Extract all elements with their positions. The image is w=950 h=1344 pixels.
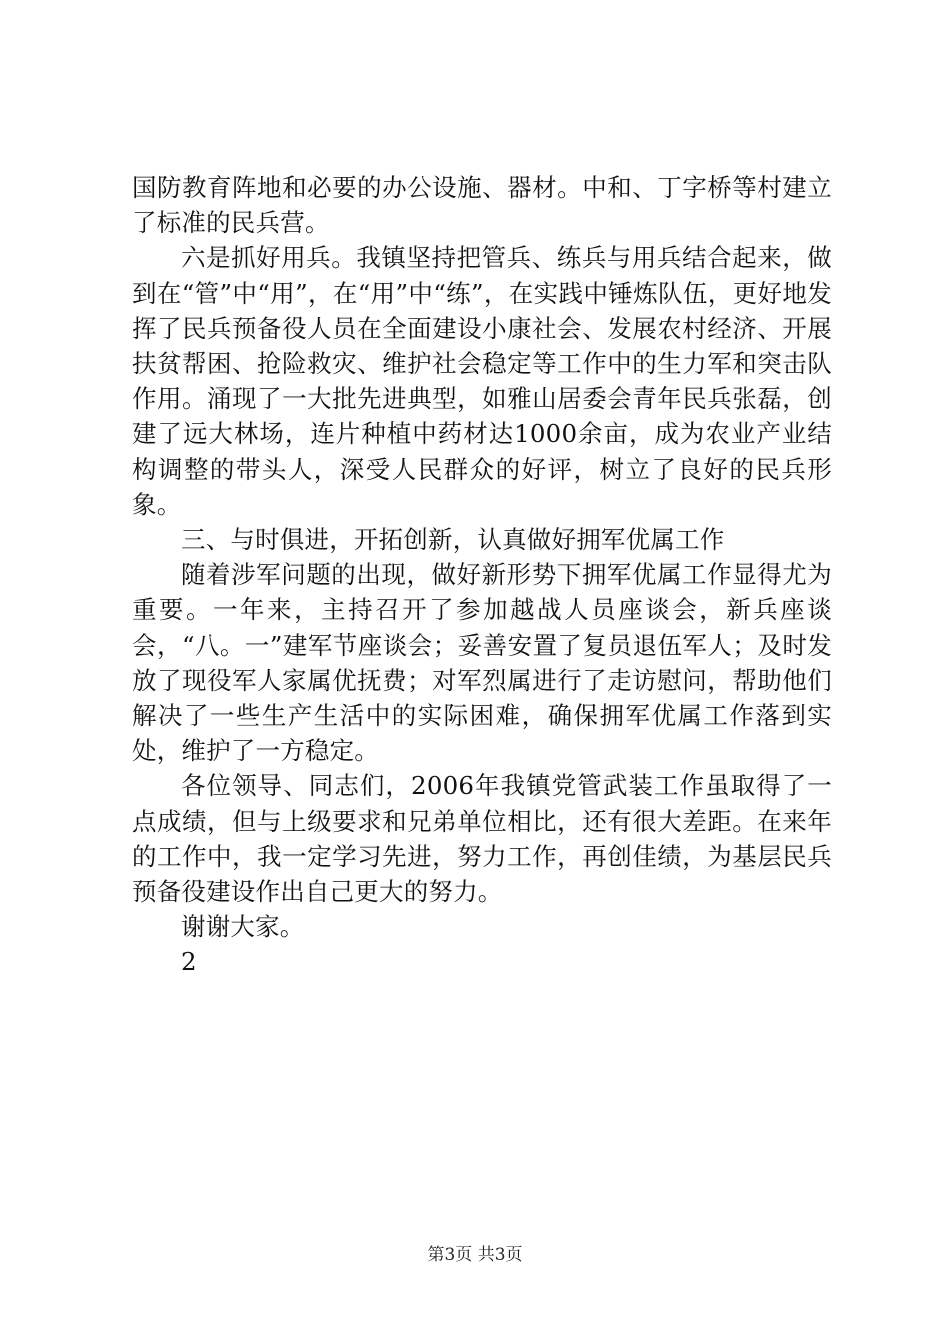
- page-footer: 第3页 共3页: [427, 1245, 523, 1265]
- paragraph-1: 国防教育阵地和必要的办公设施、器材。中和、丁字桥等村建立了标准的民兵营。: [132, 173, 832, 238]
- section-heading: 三、与时俱进，开拓创新，认真做好拥军优属工作: [181, 525, 725, 555]
- closing-thanks: 谢谢大家。: [181, 912, 305, 942]
- paragraph-4: 随着涉军问题的出现，做好新形势下拥军优属工作显得尤为重要。一年来，主持召开了参加越战人员座谈会，新兵座谈会，“八。一”建军节座谈会；妥善安置了复员退伍军人；及时发放了现役军人家属优抚费；对军烈属进行了走访慰问，帮助他们解决了一些生产生活中的实际困难，确保拥军优属工作落到实处，维护了一方稳定。: [132, 560, 832, 766]
- inline-page-number: 2: [181, 947, 197, 977]
- paragraph-2: 六是抓好用兵。我镇坚持把管兵、练兵与用兵结合起来，做到在“管”中“用”，在“用”中“练”，在实践中锤炼队伍，更好地发挥了民兵预备役人员在全面建设小康社会、发展农村经济、开展扶贫帮困、抢险救灾、维护社会稳定等工作中的生力军和突击队作用。涌现了一大批先进典型，如雅山居委会青年民兵张磊，创建了远大林场，连片种植中药材达1000余亩，成为农业产业结构调整的带头人，深受人民群众的好评，树立了良好的民兵形象。: [132, 243, 832, 519]
- document-body: [132, 170, 832, 980]
- paragraph-5: 各位领导、同志们，2006年我镇党管武装工作虽取得了一点成绩，但与上级要求和兄弟单位相比，还有很大差距。在来年的工作中，我一定学习先进，努力工作，再创佳绩，为基层民兵预备役建设作出自己更大的努力。: [132, 771, 832, 907]
